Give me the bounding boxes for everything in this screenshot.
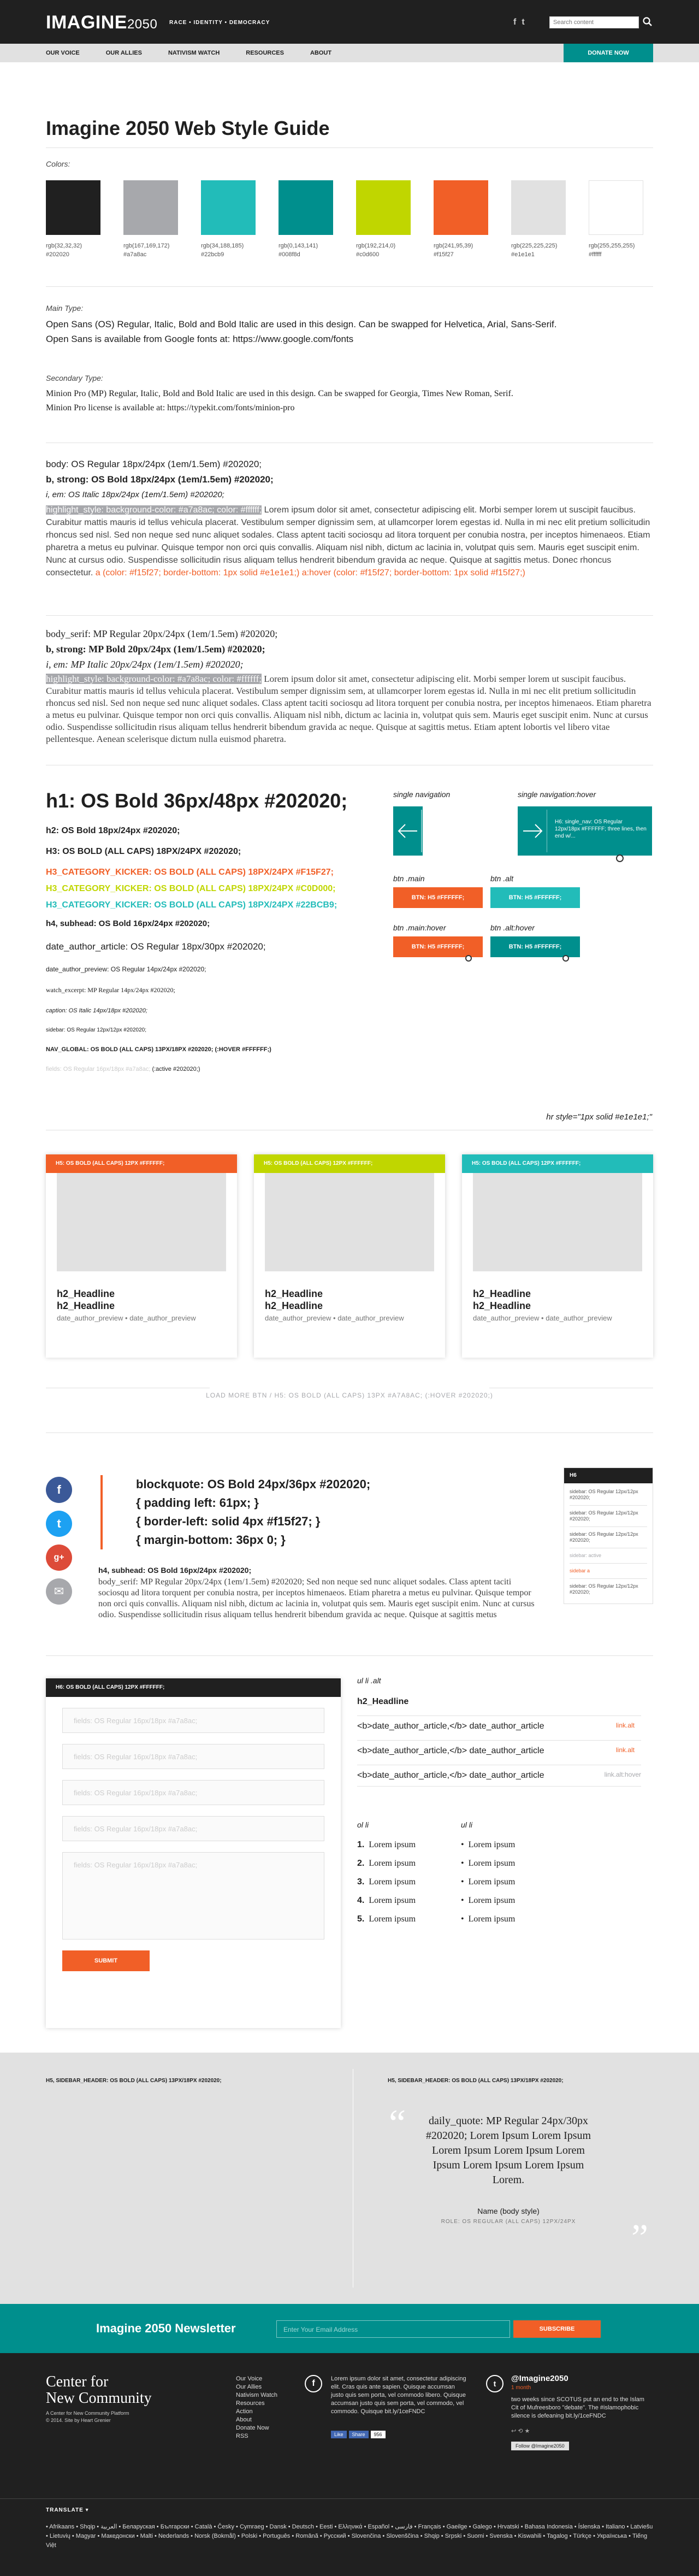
logo-text: IMAGINE (46, 12, 127, 33)
arrow-left-icon (393, 806, 423, 856)
list-item: 3. Lorem ipsum (357, 1877, 416, 1887)
highlight-sample: highlight_style: background-color: #a7a8ac; color: #ffffff; (46, 674, 262, 684)
h4-sample: h4, subhead: OS Bold 16px/24px #202020; (46, 919, 210, 928)
blockquote-line: blockquote: OS Bold 24px/36px #202020; (136, 1477, 371, 1491)
list-item-text: <b>date_author_article,</b> date_author_article (357, 1746, 544, 1755)
h2-sample: h2: OS Bold 18px/24px #202020; (46, 826, 180, 835)
card-image (265, 1173, 434, 1271)
nav-global-sample: NAV_GLOBAL: OS BOLD (ALL CAPS) 13PX/18PX #202020; (:HOVER #FFFFFF;) (46, 1046, 271, 1053)
email-share-icon[interactable]: ✉ (46, 1578, 72, 1605)
sidebar-box (564, 1467, 653, 1604)
swatch (201, 180, 256, 259)
kicker-green: H3_CATEGORY_KICKER: OS BOLD (ALL CAPS) 18PX/24PX #C0D000; (46, 884, 336, 893)
single-nav-label: single navigation (393, 790, 451, 799)
body-spec: body: OS Regular 18px/24px (1em/1.5em) #202020; (46, 459, 262, 469)
swatch (589, 180, 643, 259)
date-preview-sample: date_author_preview: OS Regular 14px/24px #202020; (46, 965, 206, 973)
nav-item-about[interactable]: ABOUT (310, 50, 332, 56)
twitter-icon[interactable]: t (522, 17, 525, 27)
card-headline[interactable]: h2_Headline (57, 1288, 115, 1299)
ol-label: ol li (357, 1820, 369, 1829)
swatch-box (123, 180, 178, 235)
swatch-rgb: rgb(225,225,225) (511, 243, 558, 249)
top-header (0, 0, 699, 44)
google-plus-share-icon[interactable]: g+ (46, 1545, 72, 1571)
list-item-text: <b>date_author_article,</b> date_author_article (357, 1722, 544, 1731)
card-meta: date_author_preview • date_author_preview (265, 1314, 404, 1322)
page-title: Imagine 2050 Web Style Guide (46, 117, 330, 139)
single-nav-hover-button[interactable] (518, 806, 652, 856)
btn-alt-label: btn .alt (490, 874, 514, 883)
card-meta: date_author_preview • date_author_preview (473, 1314, 612, 1322)
divider (46, 286, 653, 287)
share-bar (46, 1477, 72, 1605)
swatch-box (201, 180, 256, 235)
sidebar-item[interactable]: sidebar: OS Regular 12px/12px #202020; (570, 1527, 647, 1548)
footer-link[interactable]: Donate Now (236, 2425, 269, 2431)
single-nav-hover-label: single navigation:hover (518, 790, 596, 799)
list-item: • Lorem ipsum (461, 1896, 516, 1905)
divider (46, 615, 653, 616)
quote-section (0, 2053, 699, 2304)
language-list[interactable]: • Afrikaans • Shqip • العربية • Беларуская • Български • Català • Česky • Cymraeg • Dansk • Deutsch • Eesti • Ελληνικά • Español • فارسی • Français • Gaeilge • Galego • Hrvatski • Bahasa Indonesia • Íslenska • Italiano • Latviešu • Lietuvių • Magyar • Македонски • Malti • Nederlands • Norsk (Bokmål) • Polski • Português • Română • Русский • Slovenčina • Slovenščina • Shqip • Srpski • Suomi • Svenska • Kiswahili • Tagalog • Türkçe • Українська • Tiếng Việt (46, 2524, 653, 2549)
ul-alt-headline: h2_Headline (357, 1697, 409, 1706)
quote-name: Name (body style) (477, 2207, 540, 2215)
card-headline[interactable]: h2_Headline (473, 1300, 531, 1311)
form-fields (46, 1697, 341, 1971)
nav-item-our-voice[interactable]: OUR VOICE (46, 50, 80, 56)
fields-sample (46, 1066, 374, 1072)
list-item-text: Lorem ipsum (369, 1896, 416, 1905)
body-serif-paragraph (46, 673, 653, 745)
twitter-icon[interactable]: t (486, 2375, 503, 2392)
like-button[interactable]: Like (331, 2431, 347, 2438)
card-image (57, 1173, 226, 1271)
ordered-list (357, 1840, 416, 1933)
btn-main[interactable]: BTN: H5 #FFFFFF; (393, 887, 483, 908)
tweet-text: two weeks since SCOTUS put an end to the Islam Cit of Mufreesboro "debate". The #islamophobic silence is defeaning bit.ly/1ceFNDC (511, 2396, 644, 2419)
list-item-text: Lorem ipsum (468, 1896, 516, 1905)
subscribe-button[interactable]: SUBSCRIBE (513, 2320, 601, 2338)
translate-menu[interactable]: TRANSLATE ▾ (46, 2507, 89, 2513)
single-nav-button[interactable] (393, 806, 423, 856)
list-item[interactable] (357, 1716, 641, 1737)
sidebar-item[interactable]: sidebar: OS Regular 12px/12px #202020; (570, 1489, 647, 1506)
text-field[interactable]: fields: OS Regular 16px/18px #a7a8ac; (62, 1816, 324, 1841)
italic-spec: i, em: OS Italic 18px/24px (1em/1.5em) #202020; (46, 490, 224, 499)
subhead-block (98, 1566, 535, 1620)
close-quote-icon: ” (631, 2217, 649, 2259)
facebook-icon[interactable]: f (305, 2375, 322, 2392)
footer-brand-line: Center for (46, 2373, 109, 2390)
twitter-share-icon[interactable]: t (46, 1511, 72, 1537)
card-headline[interactable]: h2_Headline (57, 1300, 115, 1311)
card-headline[interactable]: h2_Headline (265, 1300, 323, 1311)
nav-item-nativism-watch[interactable]: NATIVISM WATCH (168, 50, 220, 56)
form-header: H6: OS BOLD (ALL CAPS) 12PX #FFFFFF; (46, 1678, 341, 1697)
sidebar-item[interactable]: sidebar: OS Regular 12px/12px #202020; (570, 1583, 638, 1595)
list-item: 1. Lorem ipsum (357, 1840, 416, 1849)
btn-alt[interactable]: BTN: H5 #FFFFFF; (490, 887, 580, 908)
subhead-paragraph: body_serif: MP Regular 20px/24px (1em/1.5em) #202020; Sed non neque sed nunc aliquet sodales. Class aptent taciti sociosqu ad litora torquent per conubia nostra, per inceptos himenaeos. Etiam pharetra a metus eu pulvinar. Quisque tempor non orci quis convallis. Aliquam nisl nibh, dictum ac lacinia in, volutpat quis sem. Mauris eget suscipit enim. Nunc at cursus odio. Suspendisse sollicitudin risus aliquam tellus hendrerit bibendum gravida ac neque. Quisque at sagittis metus (98, 1577, 535, 1619)
swatch-box (434, 180, 488, 235)
footer-link[interactable]: RSS (236, 2433, 248, 2439)
fields-sample-text: fields: OS Regular 16px/18px #a7a8ac; (46, 1066, 151, 1072)
list-item: • Lorem ipsum (461, 1914, 516, 1924)
list-item-text: Lorem ipsum (468, 1877, 516, 1887)
twitter-handle[interactable]: @Imagine2050 (511, 2374, 568, 2383)
article-card[interactable] (46, 1154, 237, 1358)
swatch-box (356, 180, 411, 235)
card-meta: date_author_preview • date_author_preview (57, 1314, 196, 1322)
swatch-hex: #202020 (46, 251, 69, 258)
main-type-desc: Open Sans (OS) Regular, Italic, Bold and Bold Italic are used in this design. Can be swapped for Helvetica, Arial, Sans-Serif. (46, 319, 557, 329)
cursor-icon (562, 955, 569, 962)
list-item[interactable] (357, 1765, 641, 1787)
secondary-type-source: Minion Pro license is available at: https://typekit.com/fonts/minion-pro (46, 403, 295, 412)
footer-divider (0, 2498, 699, 2499)
blockquote (100, 1475, 428, 1549)
watch-excerpt-sample: watch_excerpt: MP Regular 14px/24px #202020; (46, 986, 175, 994)
caption-sample: caption: OS Italic 14px/18px #202020; (46, 1007, 147, 1014)
share-button[interactable]: Share (349, 2431, 369, 2438)
serif-italic-spec: i, em: MP Italic 20px/24px (1em/1.5em) #202020; (46, 659, 244, 670)
article-card[interactable] (462, 1154, 653, 1358)
list-item-text: Lorem ipsum (369, 1914, 416, 1924)
submit-button[interactable]: SUBMIT (62, 1950, 150, 1971)
list-item-link-hover[interactable]: link.alt:hover (604, 1771, 641, 1778)
site-logo[interactable] (46, 12, 157, 33)
swatch-hex: #c0d600 (356, 251, 380, 258)
lorem-text: Lorem ipsum dolor sit amet, consectetur adipiscing elit. Morbi semper lorem ut suscipit faucibus. Curabitur mattis mauris id tellus vehicula placerat. Vestibulum semper dignissim sem, at ullamcorper lorem egestas id. Nulla in mi nec elit pretium sollicitudin rhoncus sed nisl. Sed non neque sed nunc aliquet sodales. Class aptent taciti sociosqu ad litora torquent per conubia nostra, per inceptos himenaeos. Etiam pharetra a metus eu pulvinar. Quisque tempor non orci quis convallis. Aliquam nisl nibh, dictum ac lacinia in, volutpat quis sem. Mauris eget suscipit enim. Nunc at cursus odio. Suspendisse sollicitudin risus aliquam tellus hendrerit bibendum gravida ac neque. Quisque at sagittis metus. Donec rhoncus consectetur. (46, 505, 650, 577)
footer-links (236, 2375, 277, 2441)
text-field[interactable]: fields: OS Regular 16px/18px #a7a8ac; (62, 1744, 324, 1769)
serif-bold-spec: b, strong: MP Bold 20px/24px (1em/1.5em) #202020; (46, 644, 265, 655)
swatch-box (46, 180, 100, 235)
facebook-actions (331, 2431, 386, 2438)
list-item-text: Lorem ipsum (369, 1859, 416, 1868)
list-item-text: Lorem ipsum (468, 1840, 516, 1849)
textarea-field[interactable]: fields: OS Regular 16px/18px #a7a8ac; (62, 1852, 324, 1940)
hr-style-label: hr style="1px solid #e1e1e1;" (546, 1112, 652, 1122)
footer-link[interactable]: Our Voice (236, 2375, 263, 2382)
colors-label: Colors: (46, 160, 70, 168)
list-item: • Lorem ipsum (461, 1859, 516, 1868)
footer-brand[interactable] (46, 2374, 152, 2407)
list-item: • Lorem ipsum (461, 1877, 516, 1887)
ul-label: ul li (461, 1820, 473, 1829)
list-item: • Lorem ipsum (461, 1840, 516, 1849)
sidebar-header: H6 (564, 1468, 653, 1483)
newsletter-bar (0, 2304, 699, 2353)
main-type-label: Main Type: (46, 304, 84, 313)
swatch-rgb: rgb(241,95,39) (434, 243, 473, 249)
footer-brand-line: New Community (46, 2390, 152, 2407)
tweet-actions[interactable]: ↩ ⟲ ★ (511, 2428, 530, 2434)
facebook-share-icon[interactable]: f (46, 1477, 72, 1503)
footer-link[interactable]: Our Allies (236, 2384, 262, 2390)
swatch-rgb: rgb(192,214,0) (356, 243, 396, 249)
highlight-sample: highlight_style: background-color: #a7a8ac; color: #ffffff; (46, 505, 262, 515)
list-item-text: Lorem ipsum (468, 1859, 516, 1868)
like-count: 956 (371, 2431, 386, 2438)
quote-role: ROLE: OS REGULAR (ALL CAPS) 12PX/24PX (441, 2219, 576, 2225)
swatch (279, 180, 333, 259)
swatch-hex: #ffffff (589, 251, 602, 258)
cursor-icon (465, 955, 472, 962)
swatch-box (589, 180, 643, 235)
text-field[interactable]: fields: OS Regular 16px/18px #a7a8ac; (62, 1708, 324, 1733)
swatch-rgb: rgb(167,169,172) (123, 243, 170, 249)
nav-item-our-allies[interactable]: OUR ALLIES (105, 50, 142, 56)
swatch (356, 180, 411, 259)
list-item[interactable] (357, 1740, 641, 1761)
list-item-text: Lorem ipsum (369, 1840, 416, 1849)
blockquote-line: { margin-bottom: 36px 0; } (136, 1533, 286, 1547)
secondary-type-desc: Minion Pro (MP) Regular, Italic, Bold and Bold Italic are used in this design. Can be swapped for Georgia, Times New Roman, Serif. (46, 389, 513, 398)
bold-spec: b, strong: OS Bold 18px/24px (1em/1.5em) #202020; (46, 474, 274, 485)
h1-sample: h1: OS Bold 36px/48px #202020; (46, 789, 348, 812)
card-kicker[interactable]: H5: OS BOLD (ALL CAPS) 12PX #FFFFFF; (46, 1154, 237, 1173)
social-links (513, 17, 525, 27)
donate-button[interactable]: DONATE NOW (564, 44, 653, 62)
secondary-type-label: Secondary Type: (46, 374, 103, 382)
color-swatches (46, 180, 643, 259)
daily-quote: daily_quote: MP Regular 24px/30px #202020; Lorem Ipsum Lorem Ipsum Lorem Ipsum Lorem Ipsum Lorem Ipsum Lorem Ipsum Lorem Ipsum Lorem. (425, 2115, 591, 2186)
open-quote-icon: “ (389, 2102, 406, 2144)
list-item: 5. Lorem ipsum (357, 1914, 416, 1924)
ul-alt-label: ul li .alt (357, 1676, 381, 1685)
list-item-link[interactable]: link.alt (615, 1722, 635, 1729)
card-headline[interactable]: h2_Headline (473, 1288, 531, 1299)
headings-section (46, 788, 374, 1072)
body-sans-section (46, 457, 653, 579)
load-more-button[interactable]: LOAD MORE BTN / H5: OS BOLD (ALL CAPS) 13PX #A7A8AC; (:HOVER #202020;) (206, 1392, 493, 1399)
btn-main-hover-label: btn .main:hover (393, 923, 446, 932)
footer-credit-line: © 2014. Site by Heart Grenier (46, 2418, 111, 2423)
btn-main-label: btn .main (393, 874, 425, 883)
list-item-text: Lorem ipsum (468, 1914, 516, 1924)
arrow-right-icon (518, 806, 547, 856)
newsletter-title: Imagine 2050 Newsletter (96, 2321, 236, 2335)
main-type-section (46, 304, 653, 346)
swatch-hex: #008f8d (279, 251, 300, 258)
swatch-rgb: rgb(255,255,255) (589, 243, 635, 249)
list-item: 2. Lorem ipsum (357, 1859, 416, 1868)
main-nav (0, 44, 699, 62)
divider (46, 1655, 653, 1656)
ul-alt-list (357, 1716, 641, 1787)
footer-link[interactable]: Resources (236, 2400, 265, 2407)
fields-active: (:active #202020;) (150, 1066, 200, 1072)
follow-button[interactable]: Follow @Imagine2050 (511, 2442, 569, 2450)
card-kicker[interactable]: H5: OS BOLD (ALL CAPS) 12PX #FFFFFF; (462, 1154, 653, 1173)
sidebar-item-active[interactable]: sidebar: active (570, 1548, 647, 1564)
tweet-time: 1 month (511, 2385, 531, 2391)
btn-main-hover[interactable]: BTN: H5 #FFFFFF; (393, 936, 483, 957)
text-field[interactable]: fields: OS Regular 16px/18px #a7a8ac; (62, 1780, 324, 1805)
swatch-hex: #e1e1e1 (511, 251, 535, 258)
btn-alt-hover-label: btn .alt:hover (490, 923, 535, 932)
swatch-box (279, 180, 333, 235)
serif-body-spec: body_serif: MP Regular 20px/24px (1em/1.5em) #202020; (46, 628, 278, 639)
search-input[interactable]: Search content (549, 16, 639, 28)
logo-year: 2050 (127, 17, 158, 32)
swatch-hex: #f15f27 (434, 251, 454, 258)
footer-link[interactable]: About (236, 2416, 252, 2423)
link-sample[interactable]: a (color: #f15f27; border-bottom: 1px solid #e1e1e1;) a:hover (color: #f15f27; border-bottom: 1px solid #f15f27;) (93, 568, 525, 577)
blockquote-line: { padding left: 61px; } (136, 1496, 259, 1510)
single-nav-hover-text: H6: single_nav: OS Regular 12px/18px #FFFFFF; three lines, then end w/... (555, 819, 647, 839)
main-type-source: Open Sans is available from Google fonts at: https://www.google.com/fonts (46, 334, 354, 344)
swatch-rgb: rgb(0,143,141) (279, 243, 318, 249)
nav-item-resources[interactable]: RESOURCES (246, 50, 284, 56)
date-article-sample: date_author_article: OS Regular 18px/30px #202020; (46, 941, 266, 952)
footer-credit-line: A Center for New Community Platform (46, 2410, 129, 2416)
swatch (123, 180, 178, 259)
swatch-rgb: rgb(32,32,32) (46, 243, 82, 249)
lorem-text: Lorem ipsum dolor sit amet, consectetur adipiscing elit. Morbi semper lorem ut suscipit faucibus. Curabitur mattis mauris id tellus vehicula placerat. Vestibulum semper dignissim sem, at ullamcorper lorem egestas id. Nulla in mi nec elit pretium sollicitudin rhoncus sed nisl. Sed non neque sed nunc aliquet sodales. Class aptent taciti sociosqu ad litora torquent per conubia nostra, per inceptos himenaeos. Etiam pharetra a metus eu pulvinar. Quisque tempor non orci quis convallis. Aliquam nisl nibh, dictum ac lacinia in, volutpat quis sem. Mauris eget suscipit enim. Nunc at cursus odio. Suspendisse sollicitudin risus aliquam tellus hendrerit bibendum gravida ac neque. Quisque at sagittis metus. Etiam aptent lobortis vel libero vitae pellentesque. Aenean scelerisque dictum nulla euismod pharetra. (46, 674, 651, 744)
card-headline[interactable]: h2_Headline (265, 1288, 323, 1299)
swatch-hex: #22bcb9 (201, 251, 224, 258)
kicker-orange: H3_CATEGORY_KICKER: OS BOLD (ALL CAPS) 18PX/24PX #F15F27; (46, 868, 334, 877)
newsletter-email-input[interactable]: Enter Your Email Address (276, 2320, 510, 2338)
facebook-post: Lorem ipsum dolor sit amet, consectetur adipiscing elit. Cras quis ante sapien. Quisque accumsan justo quis sem porta, vel commodo libero. Quisque accumsan justo quis sem porta, vel commodo, vel commodo. Quisque bit.ly/1ceFNDC (331, 2375, 466, 2415)
blockquote-line: { border-left: solid 4px #f15f27; } (136, 1514, 321, 1528)
secondary-type-section (46, 374, 653, 415)
body-sans-paragraph (46, 504, 653, 579)
sidebar-sample: sidebar: OS Regular 12px/12px #202020; (46, 1027, 147, 1033)
body-serif-section (46, 626, 653, 745)
unordered-list (461, 1840, 515, 1933)
subhead-sample: h4, subhead: OS Bold 16px/24px #202020; (98, 1566, 252, 1575)
card-kicker[interactable]: H5: OS BOLD (ALL CAPS) 12PX #FFFFFF; (254, 1154, 445, 1173)
btn-alt-hover[interactable]: BTN: H5 #FFFFFF; (490, 936, 580, 957)
cursor-icon (616, 854, 624, 862)
swatch (434, 180, 488, 259)
sidebar-link[interactable]: sidebar a (570, 1564, 647, 1579)
form-panel (46, 1678, 341, 2028)
search-icon[interactable] (642, 16, 653, 27)
footer-link[interactable]: Nativism Watch (236, 2392, 277, 2398)
swatch (46, 180, 100, 259)
swatch-box (511, 180, 566, 235)
facebook-icon[interactable]: f (513, 17, 517, 27)
footer (0, 2353, 699, 2576)
kicker-teal: H3_CATEGORY_KICKER: OS BOLD (ALL CAPS) 18PX/24PX #22BCB9; (46, 900, 337, 910)
h3-sample: H3: OS BOLD (ALL CAPS) 18PX/24PX #202020; (46, 847, 241, 856)
sidebar-header: H5, SIDEBAR_HEADER: OS BOLD (ALL CAPS) 13PX/18PX #202020; (388, 2078, 564, 2084)
card-image (473, 1173, 642, 1271)
swatch (511, 180, 566, 259)
sidebar-item[interactable]: sidebar: OS Regular 12px/12px #202020; (570, 1506, 647, 1527)
tagline: RACE • IDENTITY • DEMOCRACY (169, 20, 270, 26)
list-item-link[interactable]: link.alt (615, 1746, 635, 1754)
list-item-text: Lorem ipsum (369, 1877, 416, 1887)
swatch-hex: #a7a8ac (123, 251, 147, 258)
list-item-text: <b>date_author_article,</b> date_author_article (357, 1771, 544, 1780)
swatch-rgb: rgb(34,188,185) (201, 243, 244, 249)
sidebar-list (564, 1483, 653, 1605)
list-item: 4. Lorem ipsum (357, 1896, 416, 1905)
footer-link[interactable]: Action (236, 2408, 253, 2415)
article-card[interactable] (254, 1154, 445, 1358)
sidebar-header: H5, SIDEBAR_HEADER: OS BOLD (ALL CAPS) 13PX/18PX #202020; (46, 2078, 222, 2084)
footer-credits (46, 2410, 129, 2424)
